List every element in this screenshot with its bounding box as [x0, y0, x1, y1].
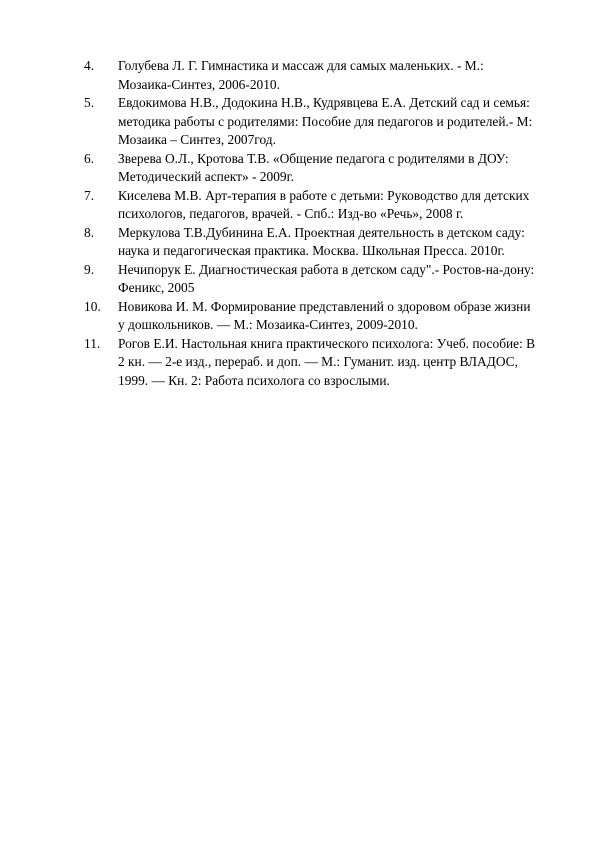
reference-text: [118, 150, 564, 187]
reference-text-line: Меркулова Т.В.Дубинина Е.А. Проектная деятельность в детском саду:: [118, 224, 525, 240]
reference-item: [84, 187, 564, 224]
reference-text-line: Мозаика-Синтез, 2006-2010.: [118, 76, 280, 92]
reference-number: 8.: [84, 224, 95, 240]
reference-text-line: Киселева М.В. Арт-терапия в работе с детьми: Руководство для детских: [118, 187, 530, 203]
reference-text-line: наука и педагогическая практика. Москва. Школьная Пресса. 2010г.: [118, 243, 505, 258]
reference-text: [118, 57, 564, 94]
reference-item: [84, 57, 564, 94]
reference-number: 9.: [84, 261, 95, 277]
reference-number: 11.: [84, 335, 101, 351]
reference-list: [84, 57, 564, 390]
reference-text-line: 1999. — Кн. 2: Работа психолога со взрослыми.: [118, 372, 390, 388]
reference-text-line: Зверева О.Л., Кротова Т.В. «Общение педагога с родителями в ДОУ:: [118, 150, 509, 166]
reference-text-line: у дошкольников. — М.: Мозаика-Синтез, 2009-2010.: [118, 317, 418, 332]
reference-item: [84, 224, 564, 261]
reference-text-line: Рогов Е.И. Настольная книга практического психолога: Учеб. пособие: В: [118, 335, 536, 351]
reference-number: 4.: [84, 58, 95, 73]
reference-item: [84, 335, 564, 391]
reference-item: [84, 94, 564, 150]
reference-text-line: Феникс, 2005: [118, 280, 195, 295]
reference-text-line: Новикова И. М. Формирование представлений о здоровом образе жизни: [118, 298, 531, 314]
reference-text-line: Мозаика – Синтез, 2007год.: [118, 132, 276, 147]
reference-text: [118, 224, 564, 261]
reference-item: [84, 150, 564, 187]
reference-item: [84, 298, 564, 335]
reference-text: [118, 298, 564, 335]
reference-text: [118, 335, 564, 391]
reference-text-line: Нечипорук Е. Диагностическая работа в детском саду".- Ростов-на-дону:: [118, 261, 535, 277]
reference-text-line: психологов, педагогов, врачей. - Спб.: Изд-во «Речь», 2008 г.: [118, 206, 464, 221]
reference-text: [118, 94, 564, 150]
reference-text-line: Евдокимова Н.В., Додокина Н.В., Кудрявцева Е.А. Детский сад и семья:: [118, 95, 530, 110]
reference-text-line: 2 кн. — 2-е изд., перераб. и доп. — М.: Гуманит. изд. центр ВЛАДОС,: [118, 354, 518, 369]
reference-text-line: методика работы с родителями: Пособие для педагогов и родителей.- М:: [118, 113, 533, 129]
reference-text: [118, 261, 564, 298]
reference-text-line: Методический аспект» - 2009г.: [118, 169, 294, 184]
reference-number: 10.: [84, 298, 101, 314]
reference-number: 6.: [84, 150, 95, 166]
reference-number: 7.: [84, 187, 95, 203]
reference-text-line: Голубева Л. Г. Гимнастика и массаж для самых маленьких. - М.:: [118, 58, 484, 73]
reference-item: [84, 261, 564, 298]
reference-number: 5.: [84, 95, 95, 110]
reference-text: [118, 187, 564, 224]
